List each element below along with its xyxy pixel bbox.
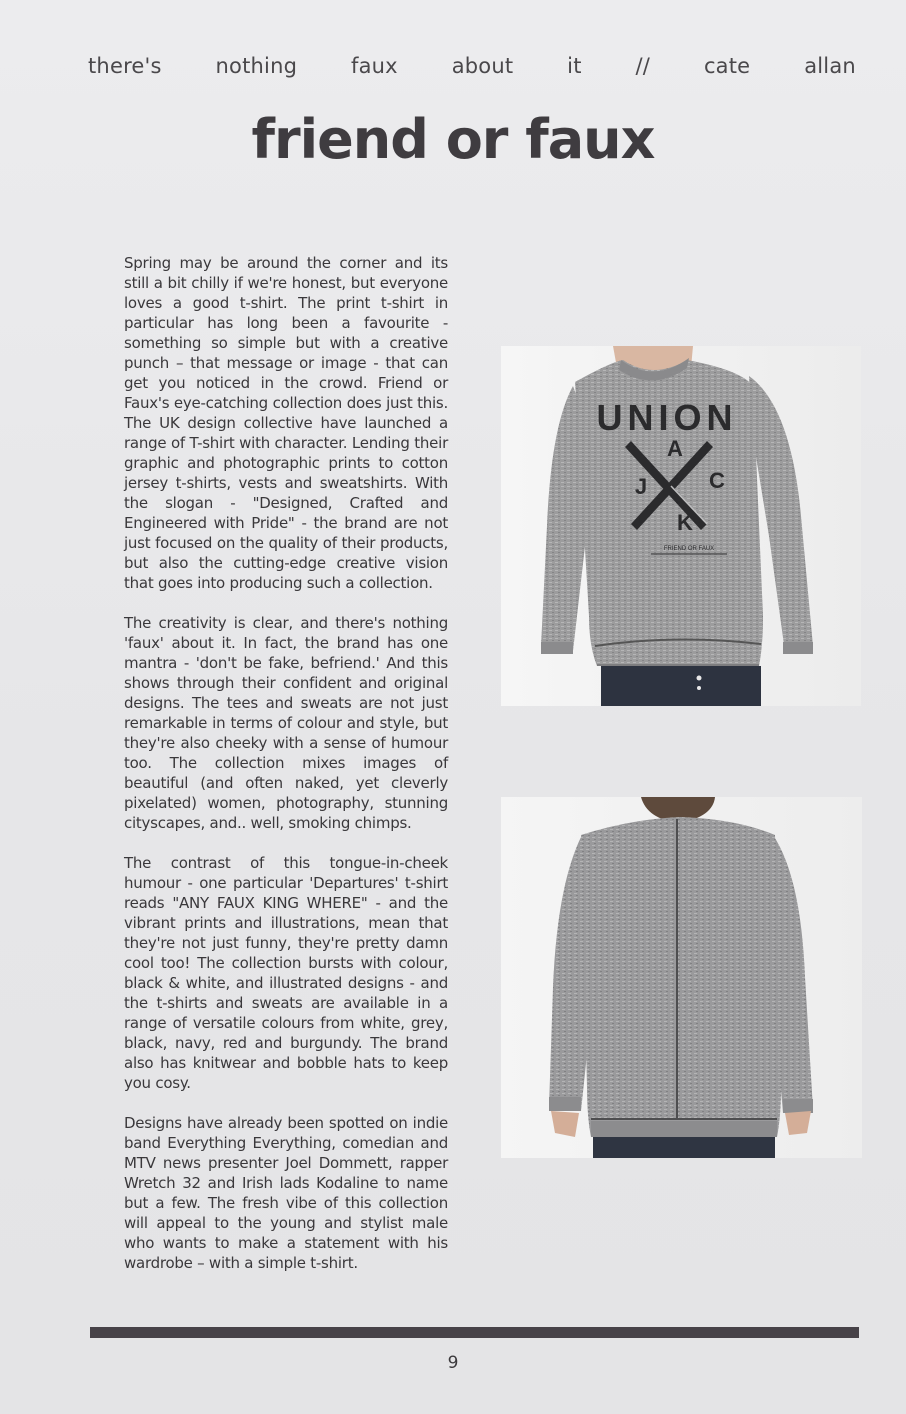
kicker-word: it: [567, 54, 582, 78]
kicker-byline: [88, 54, 856, 78]
sweatshirt-back-photo: [501, 797, 862, 1158]
article-paragraph: Spring may be around the corner and its still a bit chilly if we're honest, but everyone loves a good t-shirt. The print t-shirt in particular has long been a favourite - something so simple but with a creative punch – that message or image - that can get you noticed in the crowd. Friend or Faux's eye-catching collection does just this. The UK design collective have launched a range of T-shirt with character. Lending their graphic and photographic prints to cotton jersey t-shirts, vests and sweatshirts. With the slogan - "Designed, Crafted and Engineered with Pride" - the brand are not just focused on the quality of their products, but also the cutting-edge creative vision that goes into producing such a collection.: [124, 254, 448, 592]
kicker-word: nothing: [215, 54, 298, 78]
kicker-word: about: [451, 54, 514, 78]
print-letter: J: [634, 474, 648, 499]
article-title: friend or faux: [251, 108, 655, 171]
print-small-text: FRIEND OR FAUX: [663, 546, 715, 552]
print-letter: C: [709, 468, 725, 493]
print-word: UNION: [596, 397, 738, 438]
author-last-name: allan: [804, 54, 856, 78]
page-number: 9: [447, 1353, 459, 1373]
print-letter: A: [667, 436, 683, 461]
article-body: [124, 253, 448, 1293]
kicker-word: faux: [351, 54, 398, 78]
print-letter: K: [677, 510, 693, 535]
article-paragraph: The creativity is clear, and there's nothing 'faux' about it. In fact, the brand has one mantra - 'don't be fake, befriend.' And this shows through their confident and original designs. The tees and sweats are not just remarkable in terms of colour and style, but they're also cheeky with a sense of humour too. The collection mixes images of beautiful (and often naked, yet cleverly pixelated) women, photography, stunning cityscapes, and.. well, smoking chimps.: [124, 614, 448, 832]
footer-rule: [90, 1327, 859, 1338]
article-paragraph: Designs have already been spotted on indie band Everything Everything, comedian and MTV news presenter Joel Dommett, rapper Wretch 32 and Irish lads Kodaline to name but a few. The fresh vibe of this collection will appeal to the young and stylist male who wants to make a statement with his wardrobe – with a simple t-shirt.: [124, 1114, 448, 1272]
article-paragraph: The contrast of this tongue-in-cheek humour - one particular 'Departures' t-shirt reads "ANY FAUX KING WHERE" - and the vibrant prints and illustrations, mean that they're not just funny, they're pretty damn cool too! The collection bursts with colour, black & white, and illustrated designs - and the t-shirts and sweats are available in a range of versatile colours from white, grey, black, navy, red and burgundy. The brand also has knitwear and bobble hats to keep you cosy.: [124, 854, 448, 1092]
kicker-separator: //: [635, 54, 651, 78]
author-first-name: cate: [703, 54, 751, 78]
kicker-word: there's: [88, 54, 162, 78]
sweatshirt-front-photo: [501, 346, 861, 706]
